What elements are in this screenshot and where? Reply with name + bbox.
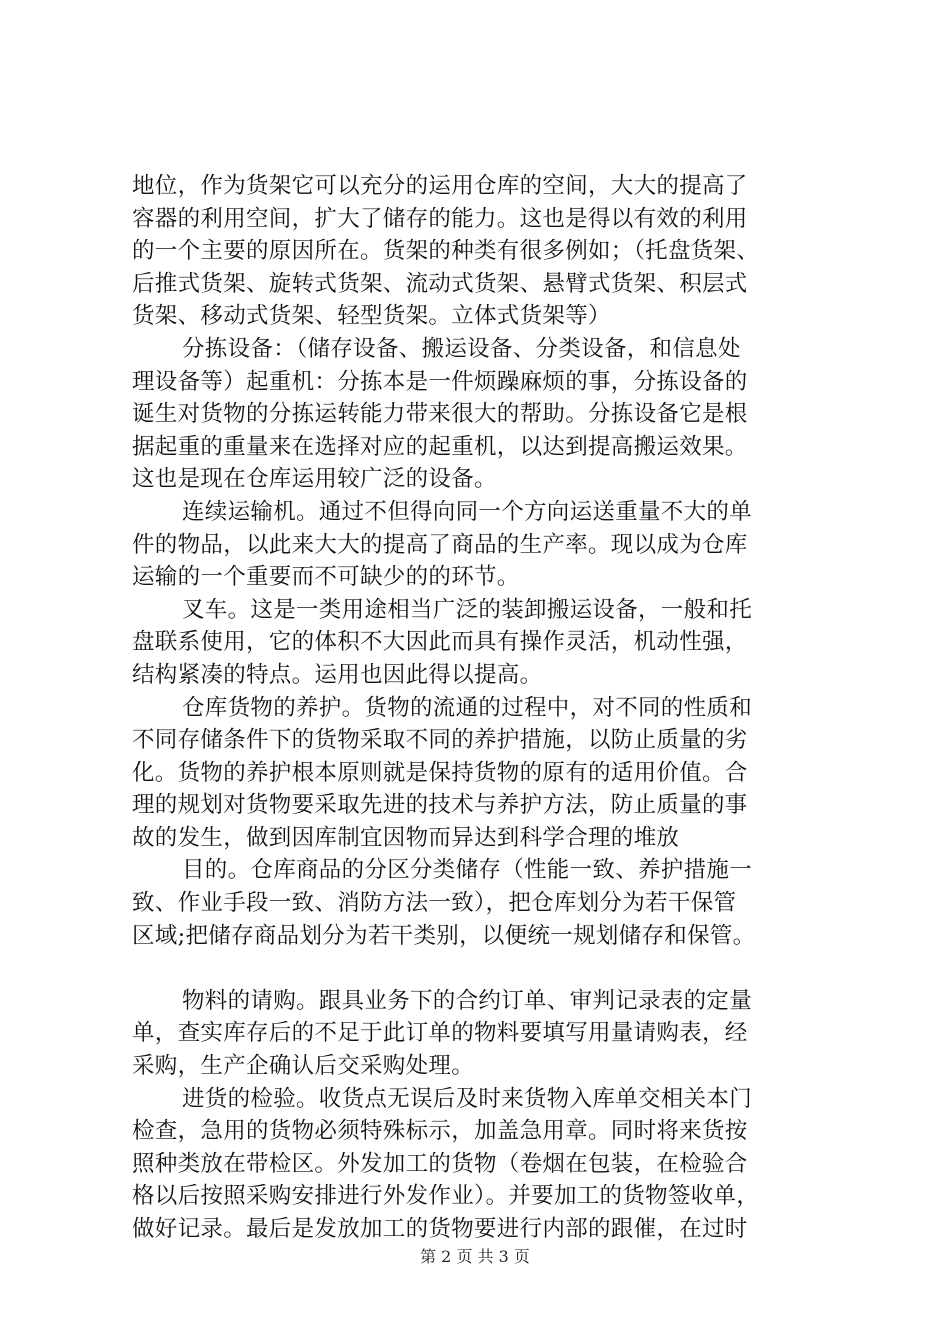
text-line: 理的规划对货物要采取先进的技术与养护方法，防止质量的事	[132, 792, 748, 819]
paragraph	[132, 594, 832, 692]
paragraph	[132, 854, 832, 952]
text-line: 这也是现在仓库运用较广泛的设备。	[132, 466, 497, 493]
text-line: 照种类放在带检区。外发加工的货物（卷烟在包装，在检验合	[132, 1150, 748, 1177]
text-line: 件的物品，以此来大大的提高了商品的生产率。现以成为仓库	[132, 531, 748, 558]
text-line: 仓库货物的养护。货物的流通的过程中，对不同的性质和	[182, 694, 753, 721]
text-line: 叉车。这是一类用途相当广泛的装卸搬运设备，一般和托	[182, 596, 753, 623]
paragraph	[132, 333, 832, 496]
text-line: 目的。仓库商品的分区分类储存（性能一致、养护措施一	[182, 857, 753, 884]
text-line: 连续运输机。通过不但得向同一个方向运送重量不大的单	[182, 498, 753, 525]
text-line: 进货的检验。收货点无误后及时来货物入库单交相关本门	[182, 1085, 753, 1112]
text-line: 的一个主要的原因所在。货架的种类有很多例如；（托盘货架、	[132, 238, 760, 265]
text-line: 致、作业手段一致、消防方法一致），把仓库划分为若干保管	[132, 890, 737, 917]
paragraph	[132, 496, 832, 594]
text-line: 诞生对货物的分拣运转能力带来很大的帮助。分拣设备它是根	[132, 401, 748, 428]
text-line: 做好记录。最后是发放加工的货物要进行内部的跟催，在过时	[132, 1216, 748, 1242]
text-line: 运输的一个重要而不可缺少的的环节。	[132, 564, 520, 591]
text-line: 据起重的重量来在选择对应的起重机，以达到提高搬运效果。	[132, 433, 748, 460]
text-line: 单，查实库存后的不足于此订单的物料要填写用量请购表，经	[132, 1020, 748, 1047]
text-line: 货架、移动式货架、轻型货架。立体式货架等）	[132, 303, 611, 330]
text-line: 物料的请购。跟具业务下的合约订单、审判记录表的定量	[182, 987, 753, 1014]
text-line: 地位，作为货架它可以充分的运用仓库的空间，大大的提高了	[132, 173, 748, 199]
text-line: 采购，生产企确认后交采购处理。	[132, 1053, 475, 1080]
paragraph	[132, 985, 832, 1083]
text-line: 不同存储条件下的货物采取不同的养护措施，以防止质量的劣	[132, 727, 748, 754]
paragraph	[132, 1083, 832, 1246]
text-line: 容器的利用空间，扩大了储存的能力。这也是得以有效的利用	[132, 205, 748, 232]
text-line: 化。货物的养护根本原则就是保持货物的原有的适用价值。合	[132, 759, 748, 786]
text-line: 检查，急用的货物必须特殊标示，加盖急用章。同时将来货按	[132, 1118, 748, 1145]
text-line: 后推式货架、旋转式货架、流动式货架、悬臂式货架、积层式	[132, 270, 748, 297]
text-line: 盘联系使用，它的体积不大因此而具有操作灵活，机动性强，	[132, 629, 748, 656]
text-line: 分拣设备：（储存设备、搬运设备、分类设备，和信息处	[182, 335, 741, 362]
text-line: 结构紧凑的特点。运用也因此得以提高。	[132, 661, 543, 688]
document-body	[132, 170, 832, 1246]
paragraph	[132, 170, 832, 333]
page-footer: 第 2 页 共 3 页	[420, 1247, 530, 1266]
text-line: 故的发生，做到因库制宜因物而异达到科学合理的堆放	[132, 824, 680, 851]
paragraph-gap	[132, 952, 832, 985]
paragraph	[132, 692, 832, 855]
text-line: 格以后按照采购安排进行外发作业）。并要加工的货物签收单，	[132, 1183, 760, 1210]
text-line: 区域;把储存商品划分为若干类别，以便统一规划储存和保管。	[132, 922, 756, 949]
text-line: 理设备等）起重机：分拣本是一件烦躁麻烦的事，分拣设备的	[132, 368, 748, 395]
